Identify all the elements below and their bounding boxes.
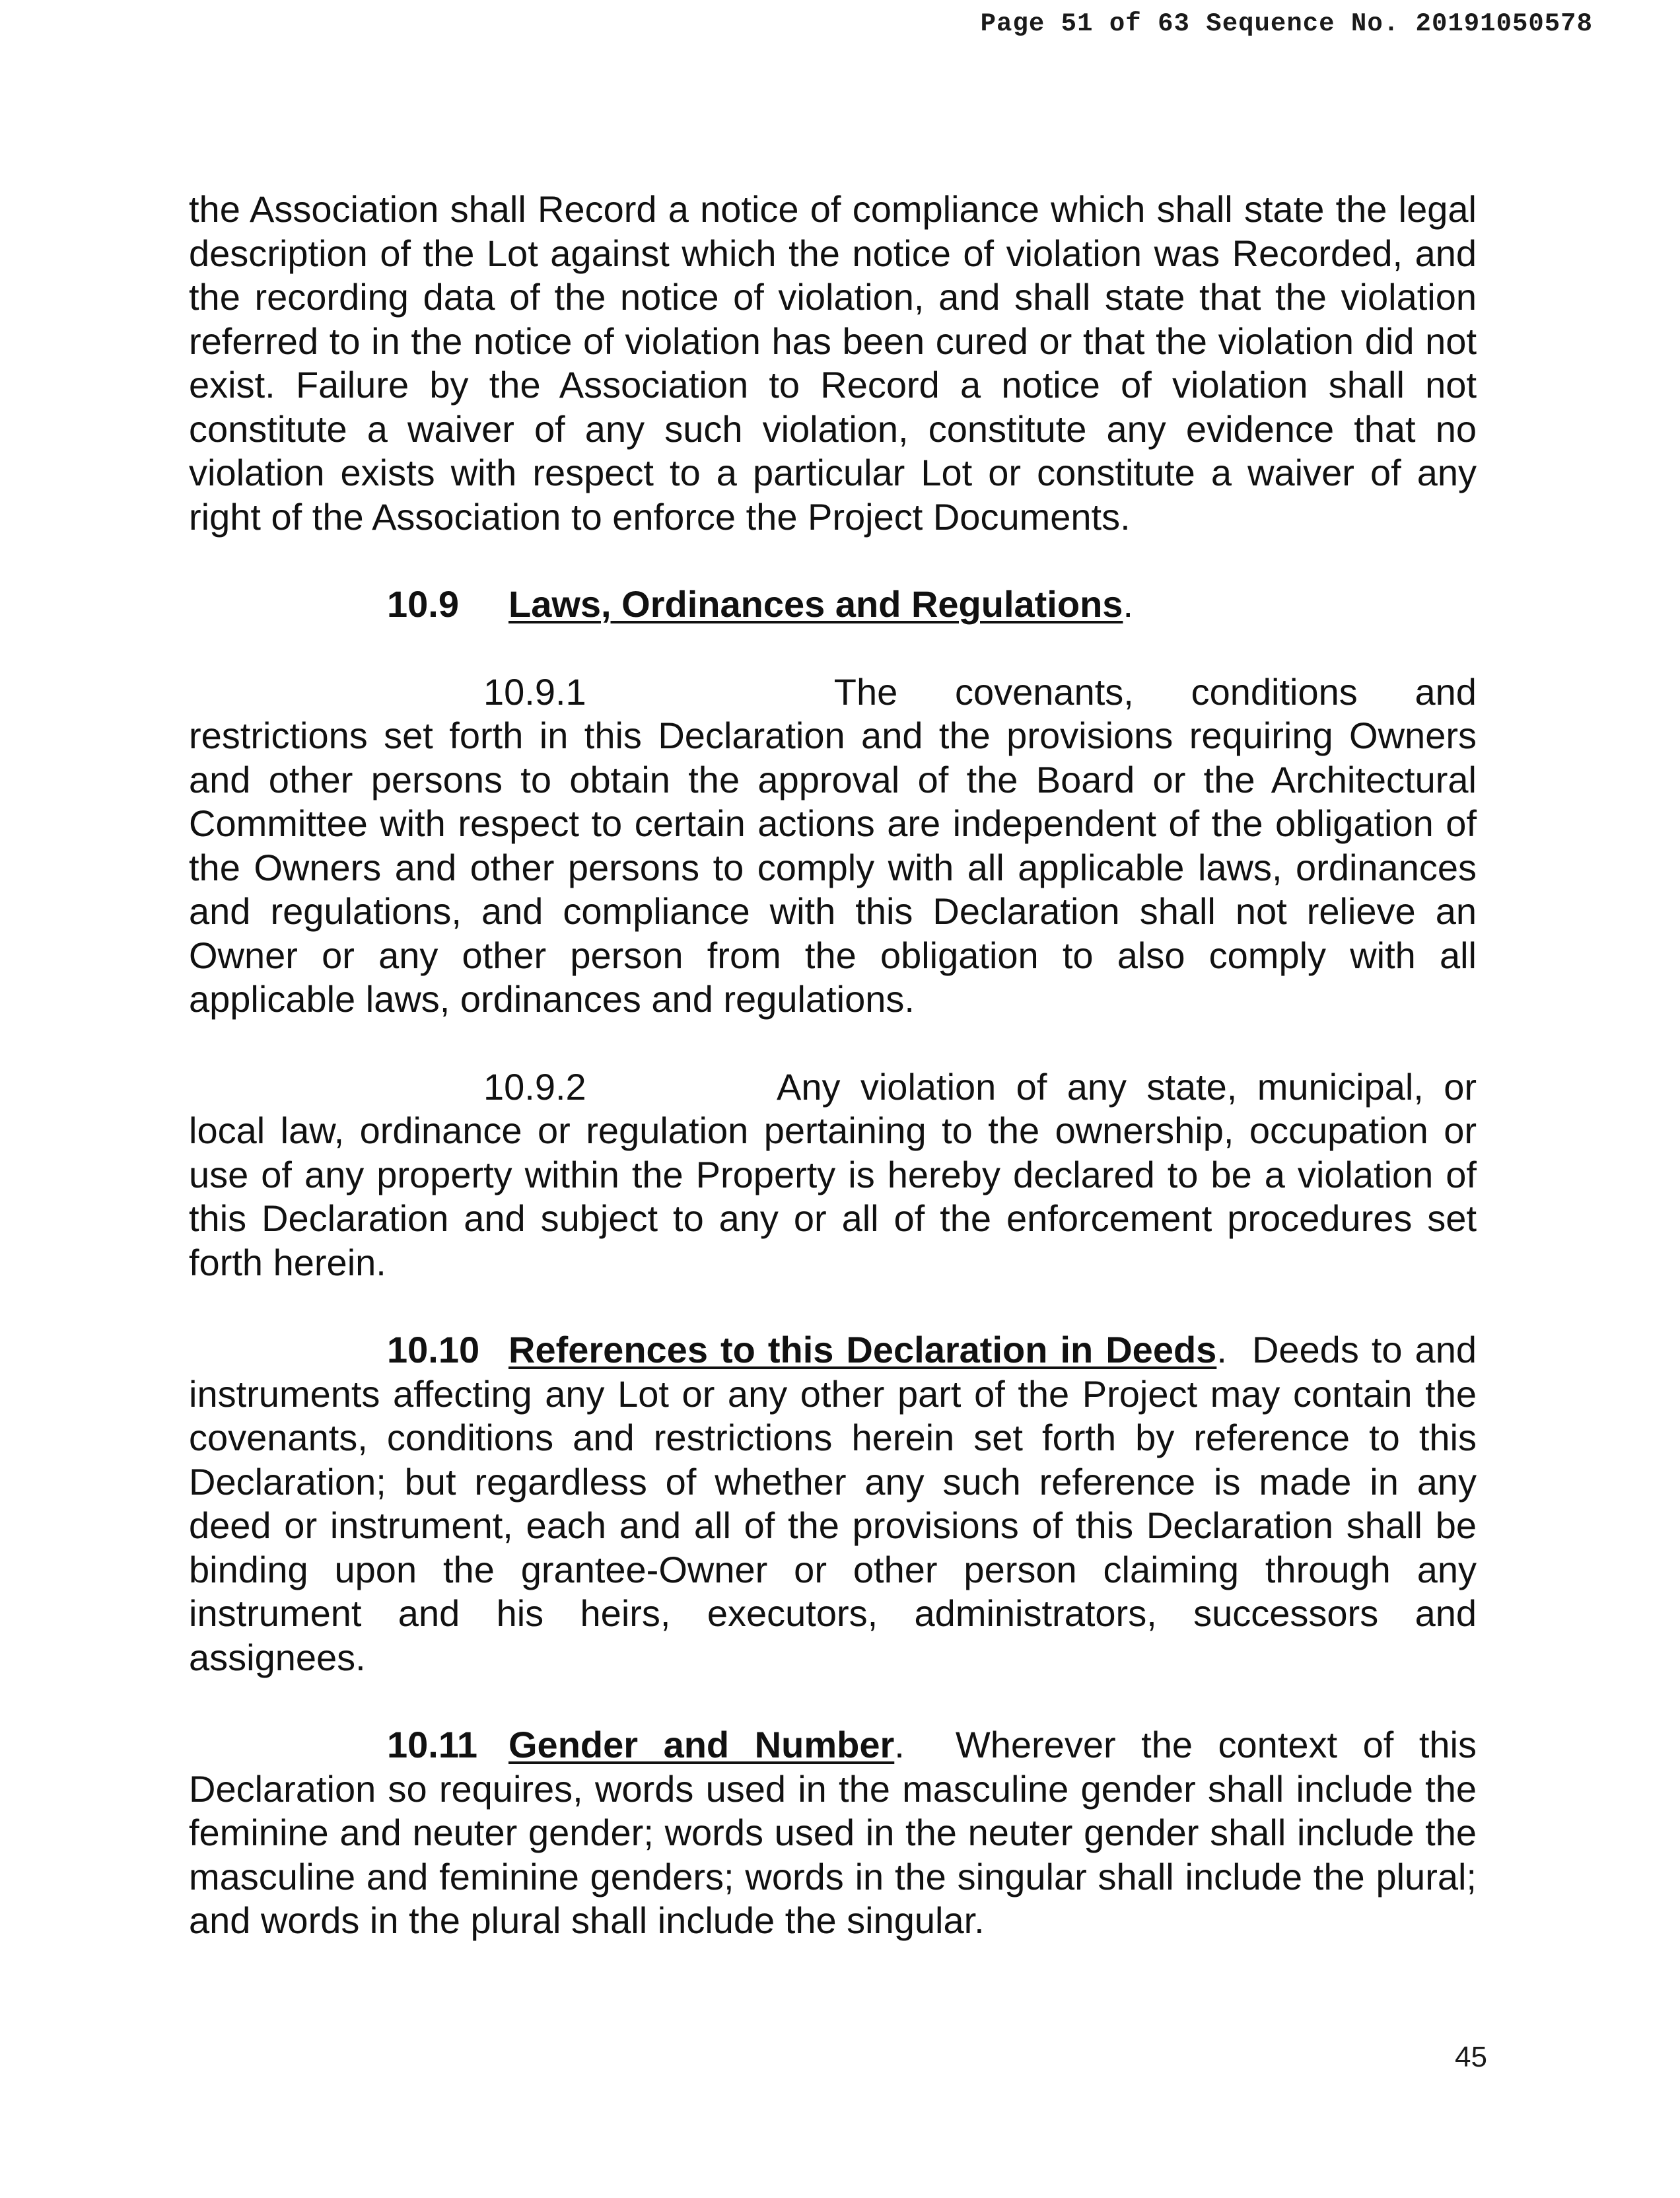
section-10-11 (189, 1723, 1477, 1943)
section-title: Gender and Number (508, 1724, 895, 1765)
subsection-number: 10.9.1 (483, 670, 586, 713)
section-10-10 (189, 1328, 1477, 1680)
subsection-number: 10.9.2 (483, 1065, 586, 1108)
subsection-body: local law, ordinance or regulation pertaining to the ownership, occupation or use of any property within the Property is hereby declared to be a violation of this Declaration and subject to any or all of the enforcement procedures set forth herein. (189, 1110, 1477, 1283)
subsection-first-text: Any violation of any state, municipal, or (777, 1065, 1477, 1108)
heading-period: . (1123, 583, 1133, 625)
first-word: The (833, 670, 898, 713)
subsection-first-line (189, 1065, 1477, 1110)
heading-period: . (894, 1724, 905, 1765)
subsection-10-9-2 (189, 1065, 1477, 1285)
section-title: References to this Declaration in Deeds (508, 1329, 1217, 1370)
section-number: 10.10 (387, 1329, 480, 1370)
section-number: 10.9 (387, 583, 459, 625)
first-word: covenants, (955, 670, 1134, 713)
section-body: Wherever the context of this Declaration so requires, words used in the masculine gender shall include the feminine and neuter gender; words used in the neuter gender shall include the masculine and feminine genders; words in the singular shall include the plural; and words in the plural shall include the singular. (189, 1724, 1477, 1941)
intro-paragraph: the Association shall Record a notice of compliance which shall state the legal description of the Lot against which the notice of violation was Recorded, and the recording data of the notice of violation, and shall state that the violation referred to in the notice of violation has been cured or that the violation did not exist. Failure by the Association to Record a notice of violation shall not constitute a waiver of any such violation, constitute any evidence that no violation exists with respect to a particular Lot or constitute a waiver of any right of the Association to enforce the Project Documents. (189, 188, 1477, 538)
section-body: Deeds to and instruments affecting any Lot or any other part of the Project may contain the covenants, conditions and restrictions herein set forth by reference to this Declaration; but regardless of whether any such reference is made in any deed or instrument, each and all of the provisions of this Declaration shall be binding upon the grantee-Owner or other person claiming through any instrument and his heirs, executors, administrators, successors and assignees. (189, 1329, 1477, 1678)
heading-period: . (1216, 1329, 1227, 1370)
subsection-10-9-1 (189, 670, 1477, 1022)
section-10-9-heading (189, 583, 1477, 627)
page-number: 45 (1455, 2041, 1487, 2073)
section-number: 10.11 (387, 1724, 478, 1765)
first-word: conditions (1191, 670, 1358, 713)
document-sequence-stamp: Page 51 of 63 Sequence No. 20191050578 (980, 9, 1593, 38)
subsection-body: restrictions set forth in this Declaration and the provisions requiring Owners and other persons to obtain the approval of the Board or the Architectural Committee with respect to certain actions are independent of the obligation of the Owners and other persons to comply with all applicable laws, ordinances and regulations, and compliance with this Declaration shall not relieve an Owner or any other person from the obligation to also comply with all applicable laws, ordinances and regulations. (189, 715, 1477, 1020)
subsection-first-line (189, 670, 1477, 715)
section-title: Laws, Ordinances and Regulations (508, 583, 1123, 625)
document-body (189, 188, 1477, 1943)
first-word: and (1415, 670, 1477, 713)
